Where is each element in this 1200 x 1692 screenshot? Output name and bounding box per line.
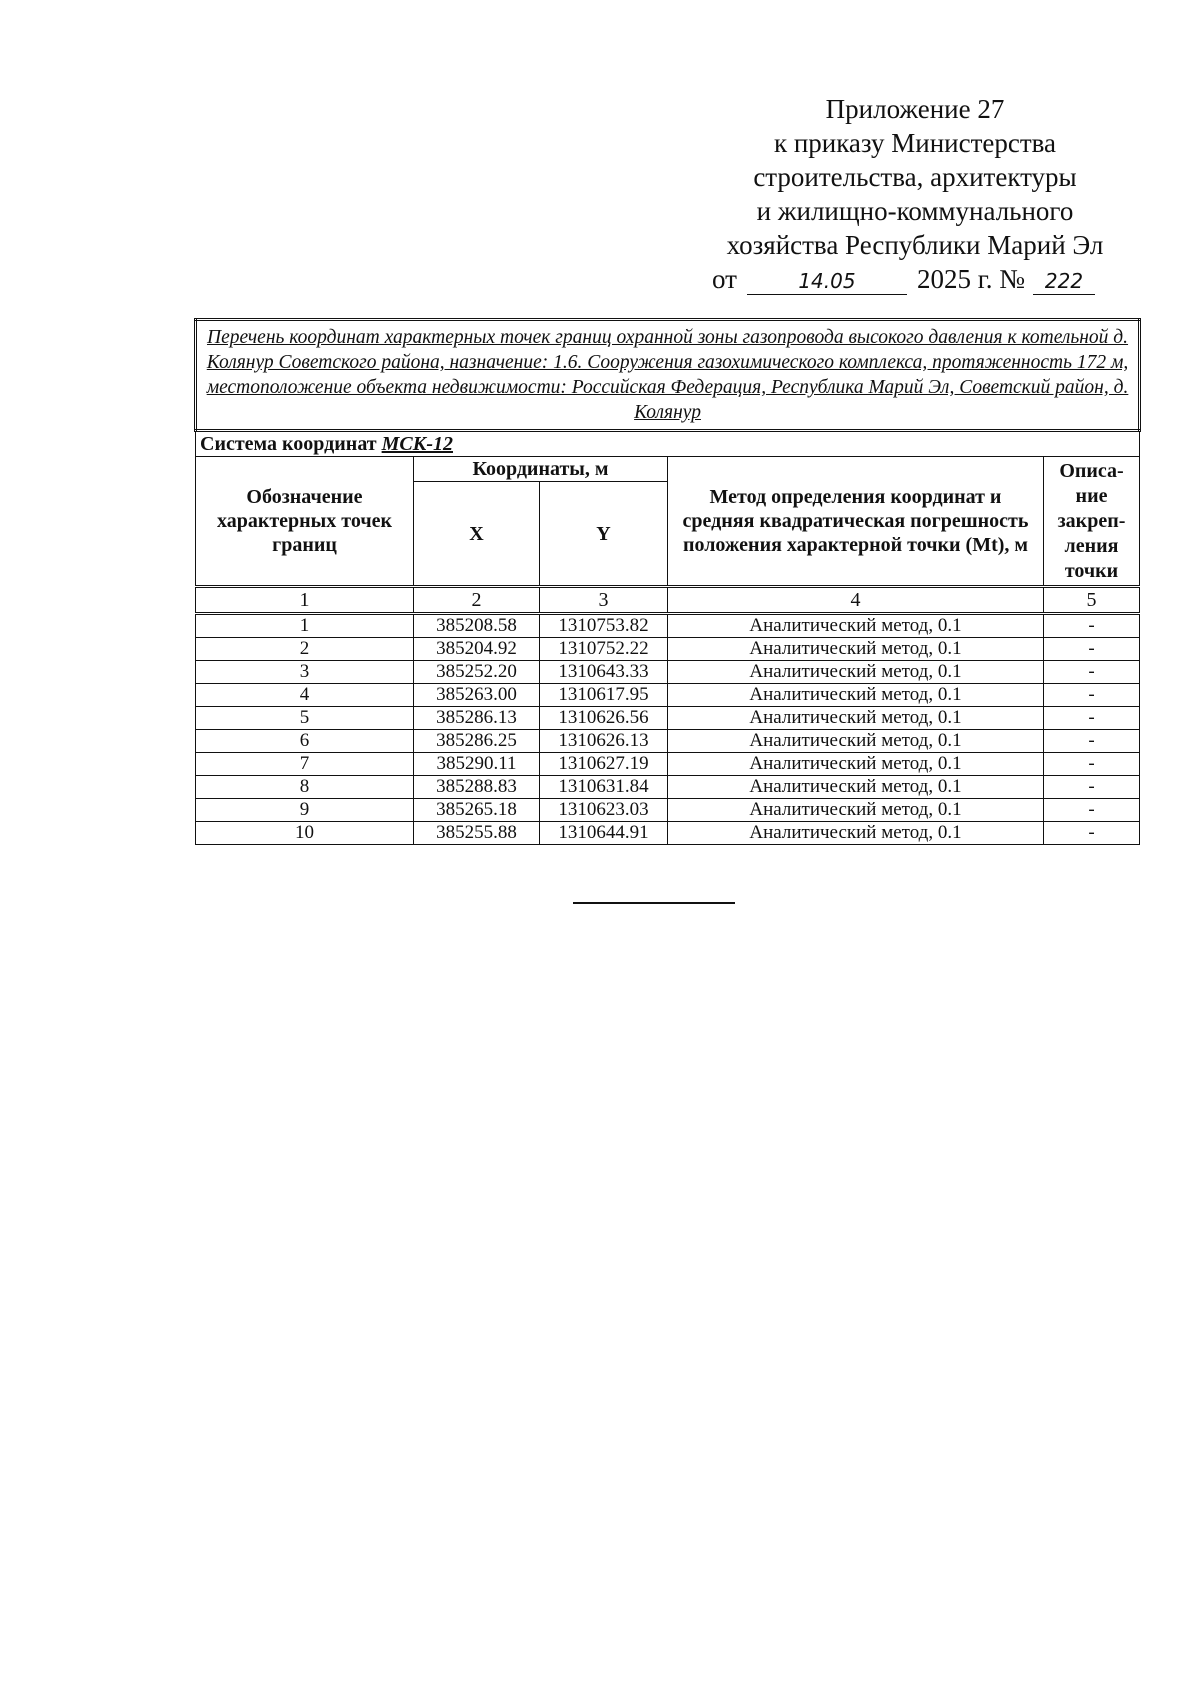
column-number-row (196, 587, 1140, 614)
coord-y: 1310752.22 (540, 638, 668, 661)
method: Аналитический метод, 0.1 (668, 799, 1044, 822)
point-id: 3 (196, 661, 414, 684)
table-row (196, 799, 1140, 822)
point-id: 8 (196, 776, 414, 799)
header-point: Обозначение характерных точек границ (196, 457, 414, 587)
ministry-name-line1: строительства, архитектуры (753, 162, 1077, 192)
fixing-description: - (1044, 799, 1140, 822)
point-id: 7 (196, 753, 414, 776)
table-row (196, 753, 1140, 776)
coordinate-system (196, 431, 1140, 457)
point-id: 2 (196, 638, 414, 661)
point-id: 6 (196, 730, 414, 753)
column-number: 2 (414, 587, 540, 614)
fixing-description: - (1044, 753, 1140, 776)
coordinate-system-label: Система координат (200, 433, 377, 455)
column-number: 3 (540, 587, 668, 614)
method: Аналитический метод, 0.1 (668, 614, 1044, 638)
point-id: 4 (196, 684, 414, 707)
coord-y: 1310644.91 (540, 822, 668, 845)
fixing-description: - (1044, 684, 1140, 707)
table-row (196, 730, 1140, 753)
method: Аналитический метод, 0.1 (668, 707, 1044, 730)
point-id: 9 (196, 799, 414, 822)
fixing-description: - (1044, 614, 1140, 638)
point-id: 1 (196, 614, 414, 638)
order-date-line (700, 262, 1130, 296)
order-reference: к приказу Министерства (773, 128, 1057, 158)
table-title: Перечень координат характерных точек границ охранной зоны газопровода высокого давления к котельной д. Колянур Советского района, назначение: 1.6. Сооружения газохимического комплекса, протяженность 172 м, местоположение объекта недвижимости: Российская Федерация, Республика Марий Эл, Советский район, д. Колянур (196, 320, 1140, 431)
coord-x: 385204.92 (414, 638, 540, 661)
fixing-description: - (1044, 776, 1140, 799)
coordinate-system-value: МСК-12 (381, 433, 453, 455)
column-number: 5 (1044, 587, 1140, 614)
order-number-handwritten: 222 (1033, 268, 1095, 295)
header-description: Описа-ние закреп-ления точки (1044, 457, 1140, 587)
table-row (196, 638, 1140, 661)
column-number: 1 (196, 587, 414, 614)
coord-y: 1310617.95 (540, 684, 668, 707)
ministry-name-line2: и жилищно-коммунального (756, 196, 1074, 226)
fixing-description: - (1044, 822, 1140, 845)
table-row (196, 776, 1140, 799)
end-of-document-line (573, 902, 735, 904)
method: Аналитический метод, 0.1 (668, 776, 1044, 799)
year-label: 2025 г. № (916, 264, 1025, 294)
method: Аналитический метод, 0.1 (668, 661, 1044, 684)
coord-x: 385290.11 (414, 753, 540, 776)
point-id: 10 (196, 822, 414, 845)
order-date-handwritten: 14.05 (747, 268, 907, 295)
method: Аналитический метод, 0.1 (668, 684, 1044, 707)
point-id: 5 (196, 707, 414, 730)
coord-x: 385208.58 (414, 614, 540, 638)
fixing-description: - (1044, 638, 1140, 661)
header-method: Метод определения координат и средняя квадратическая погрешность положения характерной точки (Mt), м (668, 457, 1044, 587)
header-y: Y (540, 482, 668, 587)
header-x: X (414, 482, 540, 587)
header-coordinates: Координаты, м (414, 457, 668, 482)
fixing-description: - (1044, 730, 1140, 753)
coord-y: 1310753.82 (540, 614, 668, 638)
table-row (196, 822, 1140, 845)
table-row (196, 614, 1140, 638)
column-number: 4 (668, 587, 1044, 614)
coordinates-table (194, 318, 1141, 845)
coord-x: 385255.88 (414, 822, 540, 845)
coord-x: 385252.20 (414, 661, 540, 684)
table-row (196, 661, 1140, 684)
appendix-number: Приложение 27 (825, 94, 1005, 124)
coord-y: 1310627.19 (540, 753, 668, 776)
coord-y: 1310623.03 (540, 799, 668, 822)
coord-y: 1310631.84 (540, 776, 668, 799)
table-row (196, 707, 1140, 730)
coord-x: 385288.83 (414, 776, 540, 799)
ministry-name-line3: хозяйства Республики Марий Эл (726, 230, 1104, 260)
appendix-header (700, 92, 1130, 296)
fixing-description: - (1044, 661, 1140, 684)
coord-x: 385265.18 (414, 799, 540, 822)
coord-x: 385286.13 (414, 707, 540, 730)
method: Аналитический метод, 0.1 (668, 638, 1044, 661)
coord-x: 385286.25 (414, 730, 540, 753)
method: Аналитический метод, 0.1 (668, 753, 1044, 776)
coord-x: 385263.00 (414, 684, 540, 707)
coord-y: 1310626.56 (540, 707, 668, 730)
coord-y: 1310643.33 (540, 661, 668, 684)
method: Аналитический метод, 0.1 (668, 822, 1044, 845)
method: Аналитический метод, 0.1 (668, 730, 1044, 753)
fixing-description: - (1044, 707, 1140, 730)
from-label: от (712, 264, 737, 294)
table-row (196, 684, 1140, 707)
coord-y: 1310626.13 (540, 730, 668, 753)
